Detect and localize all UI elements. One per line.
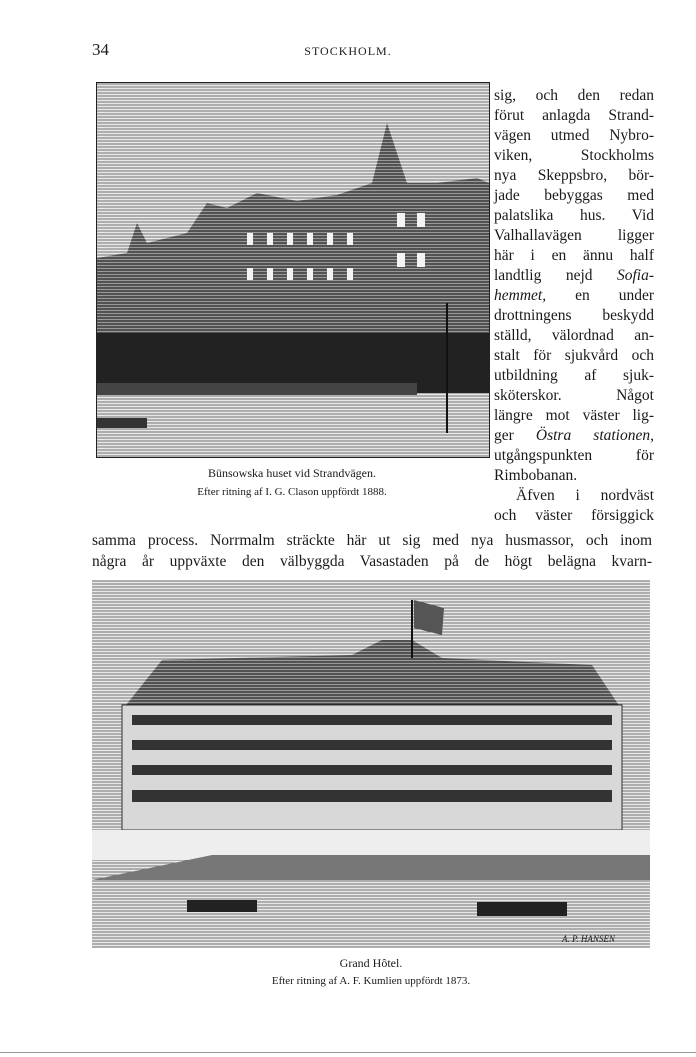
text: sköterskor. Något (494, 387, 654, 404)
text-line (494, 246, 654, 266)
italic-text: hemmet, (494, 287, 547, 304)
italic-text: Sofia- (616, 267, 654, 284)
text: viken, Stockholms (494, 147, 654, 164)
page-edge (0, 1052, 696, 1053)
text: Valhallavägen ligger (494, 227, 654, 244)
page-number: 34 (92, 40, 109, 59)
text-line (494, 426, 654, 446)
text-line (494, 186, 654, 206)
engraving-grand-hotel (92, 580, 650, 948)
text-line (494, 346, 654, 366)
illustration-bunsowska-huset (96, 82, 490, 458)
text-line: några år uppväxte den välbyggda Vasastaden på de högt belägna kvarn- (92, 553, 652, 570)
figure2-credit: Efter ritning af A. F. Kumlien uppfördt 1873. (271, 975, 471, 987)
figure1-credit: Efter ritning af I. G. Clason uppfördt 1888. (197, 486, 387, 498)
engraver-signature: A. P. HANSEN (562, 934, 615, 944)
text: längre mot väster lig- (494, 407, 654, 424)
text: landtlig nejd (494, 267, 617, 284)
text-line (494, 146, 654, 166)
text: Äfven i nordväst (516, 487, 654, 504)
text-line (494, 326, 654, 346)
text: ställd, välordnad an- (494, 327, 654, 344)
figure1-caption: Bünsowska huset vid Strandvägen. (208, 466, 376, 480)
text: utbildning af sjuk- (494, 367, 654, 384)
illustration-grand-hotel (92, 580, 650, 948)
text-line (494, 386, 654, 406)
text-line (494, 86, 654, 106)
text: förut anlagda Strand- (494, 107, 654, 124)
text-line (494, 266, 654, 286)
text-line (494, 106, 654, 126)
text: sig, och den redan (494, 87, 654, 104)
text-line (494, 126, 654, 146)
text: utgångspunkten för (494, 447, 654, 464)
text: här i en ännu half (494, 247, 654, 264)
text: palatslika hus. Vid (494, 207, 654, 224)
text: och väster försiggick (494, 507, 654, 524)
text: drottningens beskydd (494, 307, 654, 324)
text-line: samma process. Norrmalm sträckte här ut sig med nya husmassor, och inom (92, 532, 652, 549)
text: jade bebyggas med (494, 187, 654, 204)
italic-text: Östra stationen, (535, 427, 654, 444)
text: vägen utmed Nybro- (494, 127, 654, 144)
text: ger (494, 427, 536, 444)
text-line (494, 166, 654, 186)
text-line (494, 486, 654, 506)
text: nya Skeppsbro, bör- (494, 167, 654, 184)
text: en under (546, 287, 654, 304)
text: Rimbobanan. (494, 467, 578, 484)
text-line (494, 306, 654, 326)
text-line (494, 226, 654, 246)
figure2-caption: Grand Hôtel. (339, 956, 403, 970)
text: stalt för sjukvård och (494, 347, 654, 364)
text-line (494, 466, 654, 486)
engraving-bunsowska (97, 83, 489, 457)
running-head: STOCKHOLM. (304, 44, 392, 58)
text-line (494, 446, 654, 466)
text-line (494, 406, 654, 426)
text-line (494, 206, 654, 226)
text-line (494, 366, 654, 386)
text-line (494, 286, 654, 306)
text-line (494, 506, 654, 526)
